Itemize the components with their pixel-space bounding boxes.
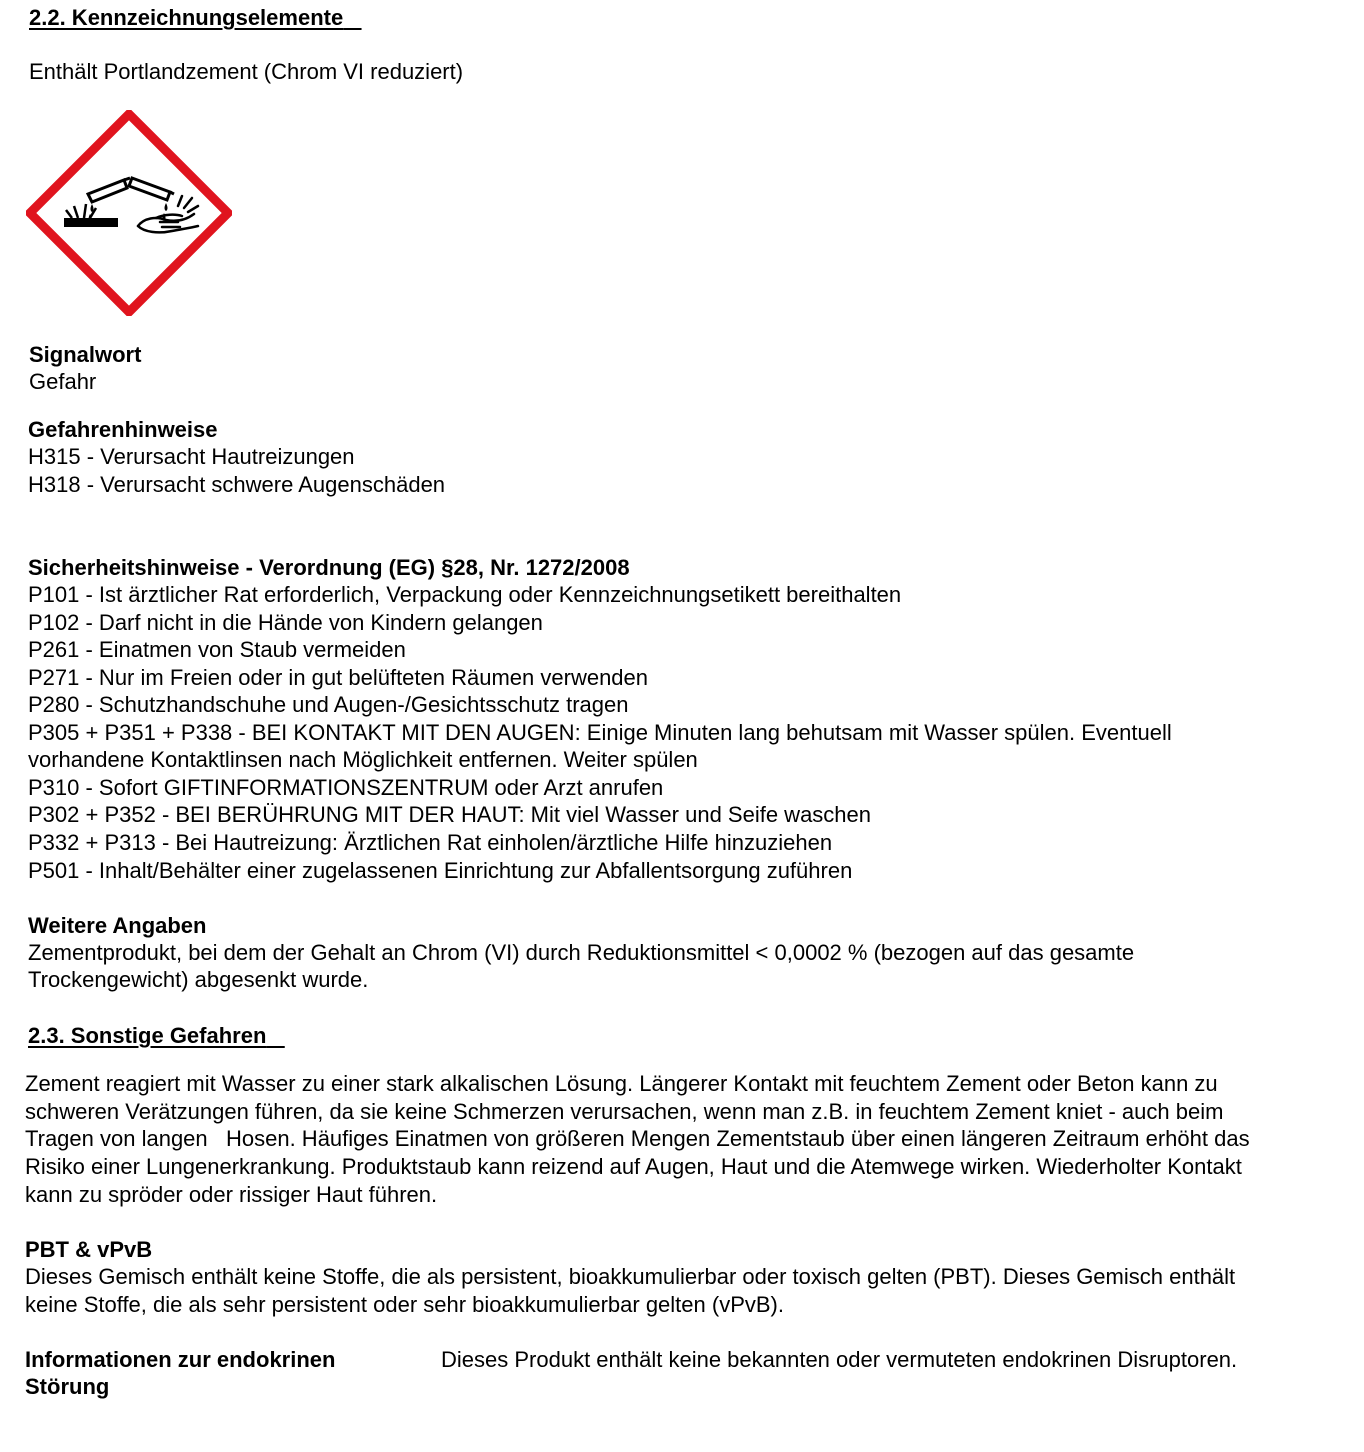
precautionary-statement: P332 + P313 - Bei Hautreizung: Ärztlichen Rat einholen/ärztliche Hilfe hinzuziehen	[28, 830, 833, 855]
further-info-label: Weitere Angaben	[28, 913, 207, 938]
other-hazards-line: Risiko einer Lungenerkrankung. Produktstaub kann reizend auf Augen, Haut und die Atemwege wirken. Wiederholter Kontakt	[25, 1154, 1242, 1179]
further-info-line: Zementprodukt, bei dem der Gehalt an Chrom (VI) durch Reduktionsmittel < 0,0002 % (bezogen auf das gesamte	[28, 940, 1135, 965]
pbt-label: PBT & vPvB	[25, 1237, 153, 1262]
precautionary-statement: P501 - Inhalt/Behälter einer zugelassenen Einrichtung zur Abfallentsorgung zuführen	[28, 858, 853, 883]
precautionary-statement: P101 - Ist ärztlicher Rat erforderlich, Verpackung oder Kennzeichnungsetikett bereithalten	[28, 582, 902, 607]
endocrine-info-text: Dieses Produkt enthält keine bekannten oder vermuteten endokrinen Disruptoren.	[441, 1347, 1238, 1372]
ghs05-corrosion-icon	[26, 110, 232, 316]
signal-word-label: Signalwort	[29, 342, 142, 367]
other-hazards-line: kann zu spröder oder rissiger Haut führen.	[25, 1182, 438, 1207]
precautionary-statement: P271 - Nur im Freien oder in gut belüfteten Räumen verwenden	[28, 665, 649, 690]
precautionary-statements-label: Sicherheitshinweise - Verordnung (EG) §28, Nr. 1272/2008	[28, 555, 630, 580]
pbt-line: Dieses Gemisch enthält keine Stoffe, die als persistent, bioakkumulierbar oder toxisch gelten (PBT). Dieses Gemisch enthält	[25, 1264, 1236, 1289]
precautionary-statement: P280 - Schutzhandschuhe und Augen-/Gesichtsschutz tragen	[28, 692, 629, 717]
other-hazards-line: schweren Verätzungen führen, da sie keine Schmerzen verursachen, wenn man z.B. in feuchtem Zement kniet - auch beim	[25, 1099, 1224, 1124]
precautionary-statement: P305 + P351 + P338 - BEI KONTAKT MIT DEN AUGEN: Einige Minuten lang behutsam mit Wasser spülen. Eventuell	[28, 720, 1172, 745]
hazard-statements-label: Gefahrenhinweise	[28, 417, 218, 442]
precautionary-statement: P302 + P352 - BEI BERÜHRUNG MIT DER HAUT: Mit viel Wasser und Seife waschen	[28, 802, 872, 827]
precautionary-statement-continued: vorhandene Kontaktlinsen nach Möglichkeit entfernen. Weiter spülen	[28, 747, 698, 772]
section-heading-2-2: 2.2. Kennzeichnungselemente	[29, 5, 344, 30]
signal-word-value: Gefahr	[29, 369, 97, 394]
endocrine-label: Informationen zur endokrinen	[25, 1347, 336, 1372]
other-hazards-line: Tragen von langen Hosen. Häufiges Einatmen von größeren Mengen Zementstaub über einen längeren Zeitraum erhöht das	[25, 1126, 1250, 1151]
hazard-statement: H315 - Verursacht Hautreizungen	[28, 444, 355, 469]
further-info-line: Trockengewicht) abgesenkt wurde.	[28, 967, 369, 992]
endocrine-label-continued: Störung	[25, 1374, 110, 1399]
other-hazards-line: Zement reagiert mit Wasser zu einer stark alkalischen Lösung. Längerer Kontakt mit feuchtem Zement oder Beton kann zu	[25, 1071, 1218, 1096]
precautionary-statement: P261 - Einatmen von Staub vermeiden	[28, 637, 406, 662]
contains-statement: Enthält Portlandzement (Chrom VI reduziert)	[29, 59, 464, 84]
hazard-statement: H318 - Verursacht schwere Augenschäden	[28, 472, 446, 497]
section-heading-2-3: 2.3. Sonstige Gefahren	[28, 1023, 267, 1048]
pbt-line: keine Stoffe, die als sehr persistent oder sehr bioakkumulierbar gelten (vPvB).	[25, 1292, 784, 1317]
precautionary-statement: P102 - Darf nicht in die Hände von Kindern gelangen	[28, 610, 543, 635]
precautionary-statement: P310 - Sofort GIFTINFORMATIONSZENTRUM oder Arzt anrufen	[28, 775, 664, 800]
